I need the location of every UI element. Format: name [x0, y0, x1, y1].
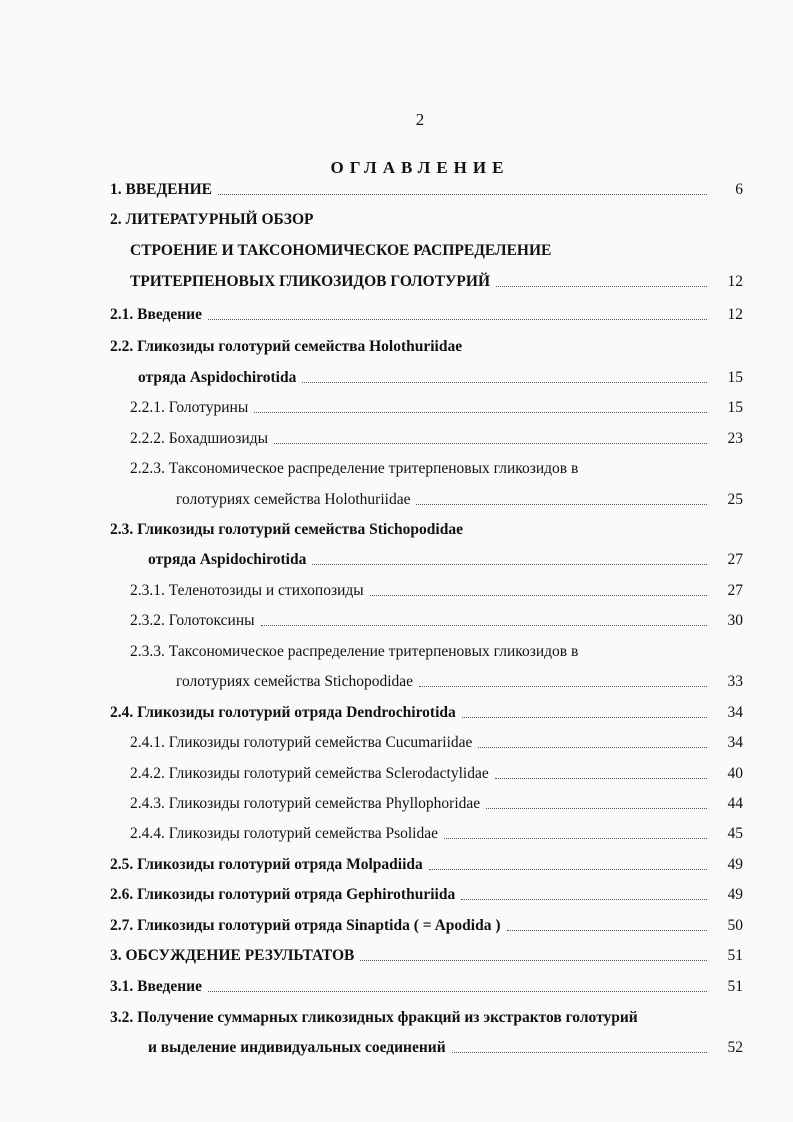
- toc-entry-page: 6: [735, 181, 743, 198]
- toc-leader-dots: [507, 929, 707, 931]
- toc-entry-text: 3.1. Введение: [110, 978, 202, 995]
- toc-leader-dots: [218, 193, 707, 195]
- toc-entry: [110, 973, 743, 997]
- toc-entry-text: 2.4.1. Гликозиды голотурий семейства Cucumariidae: [130, 734, 473, 751]
- toc-entry-text: 2.6. Гликозиды голотурий отряда Gephirothuriida: [110, 886, 456, 903]
- toc-entry-page: 49: [727, 856, 743, 873]
- toc-entry-text: 2.3.2. Голотоксины: [130, 612, 255, 629]
- toc-leader-dots: [208, 990, 707, 992]
- toc-entry-page: 27: [727, 582, 743, 599]
- toc-entry-text: 2.3.1. Теленотозиды и стихопозиды: [130, 582, 364, 599]
- toc-entry: [148, 546, 743, 570]
- toc-entry-text: 2. ЛИТЕРАТУРНЫЙ ОБЗОР: [110, 211, 314, 228]
- toc-entry-page: 12: [727, 273, 743, 290]
- toc-entry-page: 51: [727, 947, 743, 964]
- toc-entry: [110, 333, 743, 357]
- toc-entry: [176, 668, 743, 692]
- toc-leader-dots: [312, 563, 707, 565]
- toc-entry-text: 2.7. Гликозиды голотурий отряда Sinaptida ( = Apodida ): [110, 917, 501, 934]
- toc-entry: [130, 237, 743, 261]
- toc-entry-text: 2.4. Гликозиды голотурий отряда Dendrochirotida: [110, 704, 456, 721]
- toc-entry-page: 33: [727, 673, 743, 690]
- toc-entry-page: 23: [727, 430, 743, 447]
- toc-leader-dots: [452, 1051, 707, 1053]
- toc-entry-text: 2.2.3. Таксономическое распределение тритерпеновых гликозидов в: [130, 460, 579, 477]
- toc-entry-page: 49: [727, 886, 743, 903]
- toc-leader-dots: [495, 777, 707, 779]
- toc-entry-text: 1. ВВЕДЕНИЕ: [110, 181, 212, 198]
- toc-entry-text: 2.5. Гликозиды голотурий отряда Molpadiida: [110, 856, 423, 873]
- toc-entry: [130, 790, 743, 814]
- toc-entry: [110, 301, 743, 325]
- toc-entry-page: 25: [727, 491, 743, 508]
- toc-leader-dots: [419, 685, 707, 687]
- toc-entry-page: 51: [727, 978, 743, 995]
- toc-entry-text: 2.2.1. Голотурины: [130, 399, 249, 416]
- toc-leader-dots: [274, 442, 707, 444]
- toc-entry-text: 2.4.3. Гликозиды голотурий семейства Phyllophoridae: [130, 795, 481, 812]
- toc-leader-dots: [444, 837, 707, 839]
- toc-entry: [176, 486, 743, 510]
- toc-entry: [110, 699, 743, 723]
- toc-entry-text: голотуриях семейства Holothuriidae: [176, 491, 411, 508]
- toc-leader-dots: [462, 716, 707, 718]
- toc-entry-text: 2.1. Введение: [110, 306, 202, 323]
- toc-entry: [130, 638, 743, 662]
- toc-entry-page: 15: [727, 399, 743, 416]
- toc-entry-page: 15: [727, 369, 743, 386]
- toc-entry-page: 45: [727, 825, 743, 842]
- toc-entry-text: отряда Aspidochirotida: [148, 551, 307, 568]
- toc-leader-dots: [478, 746, 707, 748]
- toc-entry: [130, 820, 743, 844]
- toc-entry-text: ТРИТЕРПЕНОВЫХ ГЛИКОЗИДОВ ГОЛОТУРИЙ: [130, 273, 491, 290]
- toc-entry-page: 34: [727, 734, 743, 751]
- toc-title: ОГЛАВЛЕНИЕ: [330, 158, 510, 177]
- toc-entry-text: 2.3. Гликозиды голотурий семейства Stichopodidae: [110, 521, 463, 538]
- toc-leader-dots: [254, 411, 707, 413]
- toc-entry-text: 2.2. Гликозиды голотурий семейства Holothuriidae: [110, 338, 463, 355]
- toc-leader-dots: [496, 285, 707, 287]
- toc-entry-text: и выделение индивидуальных соединений: [148, 1039, 446, 1056]
- toc-entry-text: 2.4.2. Гликозиды голотурий семейства Sclerodactylidae: [130, 765, 489, 782]
- toc-entry-page: 12: [727, 306, 743, 323]
- toc-leader-dots: [261, 624, 707, 626]
- toc-entry: [130, 577, 743, 601]
- toc-entry-text: 3. ОБСУЖДЕНИЕ РЕЗУЛЬТАТОВ: [110, 947, 355, 964]
- toc-leader-dots: [208, 318, 707, 320]
- toc-entry: [110, 516, 743, 540]
- toc-leader-dots: [360, 959, 707, 961]
- toc-leader-dots: [370, 594, 707, 596]
- toc-entry: [138, 364, 743, 388]
- toc-leader-dots: [302, 381, 707, 383]
- toc-entry-text: 3.2. Получение суммарных гликозидных фракций из экстрактов голотурий: [110, 1009, 638, 1026]
- toc-leader-dots: [429, 868, 707, 870]
- toc-entry: [110, 1004, 743, 1028]
- toc-entry: [130, 455, 743, 479]
- page-number: 2: [415, 110, 425, 129]
- toc-entry-text: 2.4.4. Гликозиды голотурий семейства Psolidae: [130, 825, 438, 842]
- toc-entry: [110, 176, 743, 200]
- toc-entry-page: 50: [727, 917, 743, 934]
- toc-leader-dots: [416, 503, 707, 505]
- toc-entry: [130, 394, 743, 418]
- toc-entry-text: 2.3.3. Таксономическое распределение тритерпеновых гликозидов в: [130, 643, 579, 660]
- toc-entry: [110, 881, 743, 905]
- toc-entry: [110, 912, 743, 936]
- toc-entry: [130, 729, 743, 753]
- toc-entry: [130, 268, 743, 292]
- toc-entry-page: 40: [727, 765, 743, 782]
- toc-entry: [130, 607, 743, 631]
- toc-entry-text: отряда Aspidochirotida: [138, 369, 297, 386]
- toc-entry-text: голотуриях семейства Stichopodidae: [176, 673, 414, 690]
- toc-entry: [110, 206, 743, 230]
- toc-entry-text: 2.2.2. Бохадшиозиды: [130, 430, 269, 447]
- toc-entry-page: 27: [727, 551, 743, 568]
- toc-leader-dots: [461, 898, 707, 900]
- toc-entry: [130, 760, 743, 784]
- toc-entry-page: 52: [727, 1039, 743, 1056]
- toc-entry: [148, 1034, 743, 1058]
- toc-entry-text: СТРОЕНИЕ И ТАКСОНОМИЧЕСКОЕ РАСПРЕДЕЛЕНИЕ: [130, 242, 552, 259]
- toc-entry-page: 34: [727, 704, 743, 721]
- toc-entry: [130, 425, 743, 449]
- toc-entry: [110, 851, 743, 875]
- toc-entry-page: 30: [727, 612, 743, 629]
- toc-leader-dots: [486, 807, 707, 809]
- toc-entry: [110, 942, 743, 966]
- toc-entry-page: 44: [727, 795, 743, 812]
